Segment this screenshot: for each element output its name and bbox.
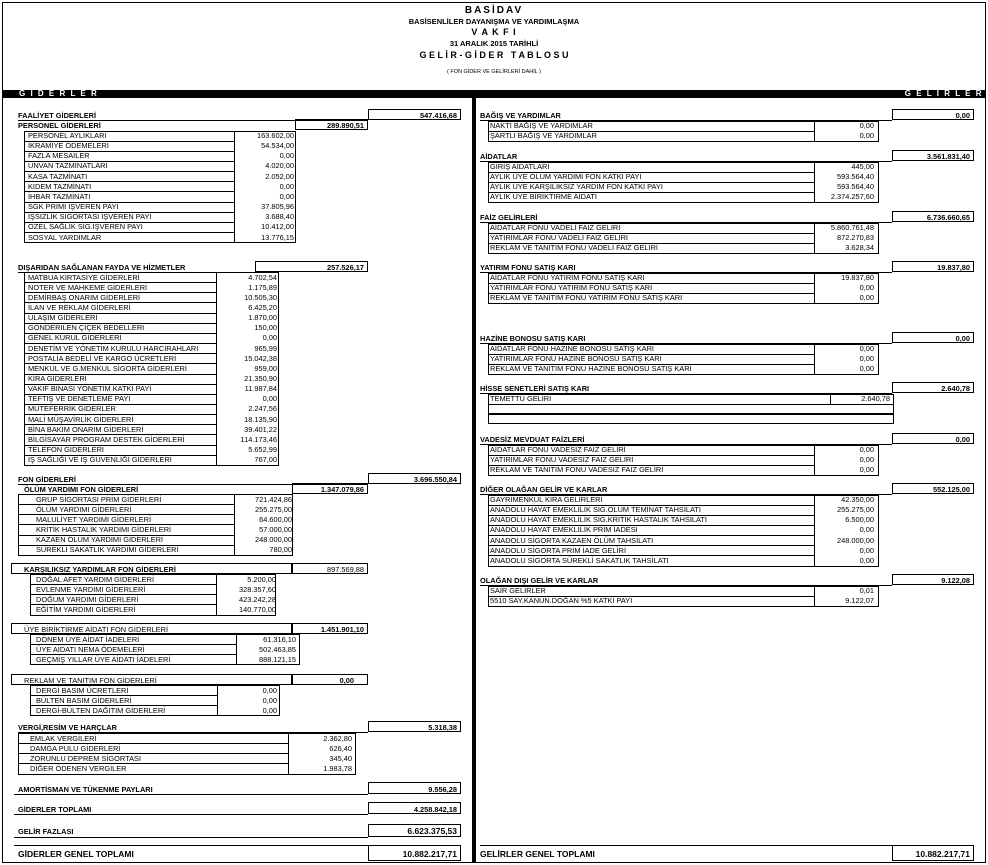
row-line [24,353,216,354]
item-value: 2.247,56 [248,404,277,414]
income-section-label: HAZİNE BONOSU SATIŞ KARI [480,333,586,343]
item-label: ŞARTLI BAĞIŞ VE YARDIMLAR [490,131,597,141]
row-line [24,191,234,192]
item-value: 0,00 [859,555,874,565]
row-line [30,695,217,696]
value-column-separator [288,733,289,775]
item-value: 248.000,00 [837,535,874,545]
row-line [24,374,216,375]
item-value: 15.042,38 [244,353,277,363]
item-value: 328.357,60 [239,584,276,594]
item-value: 0,00 [262,705,277,715]
fon-label: FON GİDERLERİ [18,474,76,484]
item-label: DENETİM VE YÖNETİM KURULU HARCIRAHLARI [28,343,199,353]
item-value: 255.275,00 [255,504,292,514]
item-label: AİDATLAR FONU VADESİZ FAİZ GELİRİ [490,445,626,454]
item-value: 0,01 [859,586,874,595]
item-label: REKLAM VE TANITIM FONU HAZİNE BONOSU SATIŞ KARI [490,364,692,374]
row-line [24,302,216,303]
item-label: GÖNDERİLEN ÇİÇEK BEDELLERİ [28,323,145,333]
item-value: 140.770,00 [239,604,276,614]
item-value: 2.362,80 [323,733,352,743]
income-total: 3.561.831,40 [926,151,970,161]
value-column-separator [814,162,815,204]
row-line [488,515,814,516]
item-value: 872.270,83 [837,233,874,243]
org-subtitle: BASİSENLİLER DAYANIŞMA VE YARDIMLAŞMA [408,17,580,26]
value-column-separator [234,131,235,244]
income-section-label: OLAĞAN DIŞI GELİR VE KARLAR [480,575,599,585]
report-title: G E L İ R - G İ D E R T A B L O S U [419,50,569,60]
row-line [488,233,814,234]
item-label: ULAŞIM GİDERLERİ [28,313,98,323]
row-line [30,644,236,645]
value-column-separator [217,685,218,716]
item-value: 57.000,00 [259,524,292,534]
item-label: DERGİ-BÜLTEN DAĞITIM GİDERLERİ [36,705,166,715]
income-section-label: YATIRIM FONU SATIŞ KARI [480,262,576,272]
item-value: 2.052,00 [265,171,294,181]
item-label: ZORUNLU DEPREM SİGORTASI [30,753,142,763]
gider-genel-rule [14,845,368,846]
row-line [488,455,814,456]
item-label: İKRAMİYE ÖDEMELERİ [28,141,109,151]
item-label: ANADOLU SİGORTA PRİM İADE GELİRİ [490,545,627,555]
item-label: ANADOLU HAYAT EMEKLİLİK PRİM İADESİ [490,525,638,535]
gider-toplam-value: 4.258.842,18 [413,804,457,814]
row-line [24,445,216,446]
faaliyet-label: FAALİYET GİDERLERİ [18,110,97,120]
birikim-label: ÜYE BİRİKTİRME AİDATI FON GİDERLERİ [24,624,169,634]
item-label: GRUP SİGORTASI PRİM GİDERLERİ [36,494,162,504]
item-value: 54.534,00 [261,141,294,151]
item-label: KRİTİK HASTALIK YARDIMI GİDERLERİ [36,524,172,534]
reklam-total: 0,00 [339,675,354,685]
value-column-separator [814,495,815,567]
item-label: EMLAK VERGİLERİ [30,733,97,743]
item-value: 4.020,00 [265,161,294,171]
item-label: YATIRIMLAR FONU HAZİNE BONOSU SATIŞ KARI [490,354,662,364]
item-value: 64.600,00 [259,514,292,524]
item-label: GENEL KURUL GİDERLERİ [28,333,122,343]
item-value: 42.350,00 [841,495,874,504]
row-line [24,313,216,314]
item-value: 0,00 [859,545,874,555]
item-value: 39.401,22 [244,424,277,434]
item-value: 0,00 [279,191,294,201]
item-label: KAZAEN ÖLÜM YARDIMI GİDERLERİ [36,535,164,545]
item-value: 780,00 [269,545,292,555]
row-line [488,535,814,536]
gelir-fazlasi-label: GELİR FAZLASI [18,827,74,836]
karsiliksiz-total: 897.569,88 [327,564,364,574]
item-label: DEMİRBAŞ ONARIM GİDERLERİ [28,292,141,302]
gelir-fazlasi-value: 6.623.375,53 [407,825,457,836]
item-label: REKLAM VE TANITIM FONU YATIRIM FONU SATIŞ KARI [490,293,683,303]
item-value: 0,00 [859,455,874,465]
row-line [24,222,234,223]
gelir-genel-value: 10.882.217,71 [915,848,970,859]
item-value: 1.870,00 [248,313,277,323]
item-value: 0,00 [859,344,874,353]
item-label: BİLGİSAYAR PROGRAM DESTEK GİDERLERİ [28,434,185,444]
item-value: 0,00 [262,695,277,705]
item-value: 5.860.761,48 [830,223,874,232]
item-label: TEMETTÜ GELİRİ [490,394,552,403]
item-value: 37.805,96 [261,202,294,212]
row-line [18,535,234,536]
empty-row-border [488,404,894,414]
item-label: YATIRIMLAR FONU VADESİZ FAİZ GELİRİ [490,455,634,465]
row-line [24,455,216,456]
value-column-separator [814,586,815,607]
item-value: 13.776,15 [261,232,294,242]
item-label: BİNA BAKIM ONARIM GİDERLERİ [28,424,144,434]
value-column-separator [814,344,815,375]
item-value: 1.175,89 [248,282,277,292]
item-value: 21.350,90 [244,374,277,383]
item-value: 61.316,10 [263,634,296,644]
row-line [18,743,288,744]
reklam-label: REKLAM VE TANITIM FON GİDERLERİ [24,675,157,685]
item-value: 0,00 [859,364,874,374]
income-total: 0,00 [955,333,970,343]
income-total: 0,00 [955,434,970,444]
row-line [30,604,216,605]
item-label: GAYRİMENKUL KİRA GELİRLERİ [490,495,603,504]
item-value: 626,40 [329,743,352,753]
olum-label: ÖLÜM YARDIMI FON GİDERLERİ [24,484,139,494]
item-label: DİĞER ÖDENEN VERGİLER [30,763,127,773]
item-value: 5.652,99 [248,445,277,455]
item-value: 6.425,20 [248,302,277,312]
org-vakfi: V A K F I [471,27,517,37]
item-value: 959,00 [254,363,277,373]
item-value: 0,00 [279,181,294,191]
item-label: NAKTİ BAĞIŞ VE YARDIMLAR [490,121,593,130]
row-line [24,141,234,142]
olum-total: 1.347.079,86 [320,484,364,494]
item-label: FAZLA MESAİLER [28,151,90,161]
item-value: 0,00 [859,131,874,141]
row-line [24,333,216,334]
item-value: 0,00 [859,283,874,293]
value-column-separator [236,634,237,665]
item-label: SOSYAL YARDIMLAR [28,232,102,242]
row-line [488,192,814,193]
row-line [488,505,814,506]
row-line [488,525,814,526]
income-section-label: HİSSE SENETLERİ SATIŞ KARI [480,383,590,393]
item-value: 2.640,78 [861,394,890,403]
disaridan-total: 257.526,17 [327,262,364,272]
row-line [24,202,234,203]
karsiliksiz-label: KARŞILIKSIZ YARDIMLAR FON GİDERLERİ [24,564,176,574]
row-line [24,161,234,162]
income-section-label: DİĞER OLAĞAN GELİR VE KARLAR [480,484,608,494]
row-line [24,292,216,293]
report-note: ( FON GİDER VE GELİRLERİ DAHİL ) [447,69,541,75]
gider-toplam-rule [14,814,368,815]
row-line [18,514,234,515]
item-label: DERGİ BASIM ÜCRETLERİ [36,685,129,695]
row-line [30,705,217,706]
row-line [24,424,216,425]
item-label: TELEFON GİDERLERİ [28,445,104,455]
item-value: 0,00 [859,445,874,454]
item-label: İŞSİZLİK SİGORTASI İŞVEREN PAYI [28,212,152,222]
item-label: AİDATLAR FONU HAZİNE BONOSU SATIŞ KARI [490,344,654,353]
item-label: ANADOLU HAYAT EMEKLİLİK SİG.KRİTİK HASTALIK TAHSİLATI [490,515,707,525]
row-line [488,182,814,183]
row-line [24,171,234,172]
income-total: 2.640,78 [941,383,970,393]
income-total: 6.736.660,65 [926,212,970,222]
org-name: BASİDAV [464,5,524,16]
row-line [24,323,216,324]
row-line [488,555,814,556]
row-line [24,363,216,364]
item-label: EVLENME YARDIMI GİDERLERİ [36,584,146,594]
item-label: MALULİYET YARDIMI GİDERLERİ [36,514,151,524]
item-value: 0,00 [859,525,874,535]
gelir-genel-rule [480,845,892,846]
item-label: ÜYE AİDATI NEMA ÖDEMELERİ [36,644,145,654]
row-line [488,283,814,284]
row-line [488,131,814,132]
item-value: 965,99 [254,343,277,353]
item-value: 5.200,00 [247,574,276,584]
value-column-separator [216,272,217,466]
amortisman-value: 9.556,28 [428,784,457,794]
item-label: AYLIK ÜYE BİRİKTİRME AİDATI [490,192,597,202]
income-section-label: VADESİZ MEVDUAT FAİZLERİ [480,434,585,444]
item-value: 9.122,07 [845,596,874,606]
gelir-genel-label: GELİRLER GENEL TOPLAMI [480,848,595,859]
income-total: 552.125,00 [933,484,970,494]
column-divider [472,98,476,863]
row-line [488,172,814,173]
value-column-separator [234,494,235,556]
vergi-label: VERGİ,RESİM VE HARÇLAR [18,722,117,732]
row-line [24,282,216,283]
row-line [18,763,288,764]
item-label: YATIRIMLAR FONU VADELİ FAİZ GELİRİ [490,233,628,243]
row-line [30,584,216,585]
item-value: 19.837,80 [841,273,874,282]
item-value: 721.424,86 [255,494,292,504]
item-label: DÖNEM ÜYE AİDAT İADELERİ [36,634,140,644]
item-label: MATBUA KIRTASİYE GİDERLERİ [28,272,140,282]
gelir-fazlasi-rule [14,837,368,838]
income-total: 0,00 [955,110,970,120]
item-value: 0,00 [279,151,294,161]
row-line [18,753,288,754]
item-label: TEFTİŞ VE DENETLEME PAYI [28,394,131,404]
value-column-separator [216,574,217,616]
item-label: MALİ MÜŞAVİRLİK GİDERLERİ [28,414,134,424]
row-line [18,504,234,505]
amortisman-rule [14,794,368,795]
gider-toplam-label: GİDERLER TOPLAMI [18,804,92,814]
item-value: 6.500,00 [845,515,874,525]
row-line [24,404,216,405]
item-label: NOTER VE MAHKEME GİDERLERİ [28,282,148,292]
item-value: 767,00 [254,455,277,465]
vergi-total: 5.318,38 [428,722,457,732]
row-line [18,545,234,546]
value-column-separator [814,121,815,142]
item-label: KIDEM TAZMİNATI [28,181,92,191]
row-line [24,394,216,395]
income-section-label: BAĞIŞ VE YARDIMLAR [480,110,561,120]
income-total: 9.122,08 [941,575,970,585]
item-value: 0,00 [262,394,277,404]
item-label: SGK PRİMİ İŞVEREN PAYI [28,202,119,212]
item-value: 11.987,84 [244,384,277,394]
value-column-separator [814,223,815,254]
item-label: UNVAN TAZMİNATLARI [28,161,108,171]
row-line [24,434,216,435]
item-label: KİRA GİDERLERİ [28,374,87,383]
item-value: 0,00 [859,121,874,130]
item-value: 248.000,00 [255,535,292,545]
row-line [18,524,234,525]
row-line [488,596,814,597]
row-line [488,293,814,294]
item-value: 0,00 [859,354,874,364]
row-line [488,545,814,546]
item-value: 2.374.257,60 [830,192,874,202]
item-value: 163.602,00 [257,131,294,140]
empty-row-border [488,414,894,424]
item-label: BÜLTEN BASIM GİDERLERİ [36,695,132,705]
item-value: 593.564,40 [837,182,874,192]
item-value: 0,00 [262,333,277,343]
gider-genel-label: GİDERLER GENEL TOPLAMI [18,848,134,859]
row-line [488,243,814,244]
row-line [488,354,814,355]
item-value: 10.505,30 [244,292,277,302]
item-label: ANADOLU SİGORTA SÜREKLİ SAKATLIK TAHSİLATI [490,555,669,565]
disaridan-label: DIŞARIDAN SAĞLANAN FAYDA VE HİZMETLER [18,262,186,272]
gider-genel-value: 10.882.217,71 [402,848,457,859]
item-label: ÖZEL SAĞLIK SİG.İŞVEREN PAYI [28,222,143,232]
item-label: REKLAM VE TANITIM FONU VADESİZ FAİZ GELİRİ [490,465,664,475]
income-total: 19.837,80 [937,262,970,272]
amortisman-label: AMORTİSMAN VE TÜKENME PAYLARI [18,784,153,794]
item-value: 0,00 [859,465,874,475]
item-label: MÜTEFERRİK GİDERLER [28,404,116,414]
item-label: İHBAR TAZMİNATI [28,191,91,201]
item-label: REKLAM VE TANITIM FONU VADELİ FAİZ GELİRİ [490,243,658,253]
item-label: AYLIK ÜYE ÖLÜM YARDIMI FON KATKI PAYI [490,172,642,182]
item-value: 1.983,78 [323,763,352,773]
item-label: 5510 SAY.KANUN.DOĞAN %5 KATKI PAYI [490,596,633,606]
item-label: AİDATLAR FONU YATIRIM FONU SATIŞ KARI [490,273,645,282]
item-value: 888.121,15 [259,654,296,664]
item-label: AYLIK ÜYE KARŞILIKSIZ YARDIM FON KATKI PAYI [490,182,663,192]
row-line [488,364,814,365]
giderler-label: G İ D E R L E R [19,89,99,98]
value-column-separator [814,445,815,476]
item-value: 18.135,90 [244,414,277,424]
row-line [24,151,234,152]
section-header-bar [3,90,985,98]
item-label: GEÇMİŞ YILLAR ÜYE AİDATI İADELERİ [36,654,171,664]
item-label: KASA TAZMİNATI [28,171,88,181]
fon-total: 3.696.550,84 [413,474,457,484]
item-value: 593.564,40 [837,172,874,182]
row-line [24,414,216,415]
faaliyet-total: 547.416,68 [420,110,457,120]
value-column-separator [830,394,831,405]
item-label: ÖLÜM YARDIMI GİDERLERİ [36,504,132,514]
birikim-total: 1.451.901,10 [320,624,364,634]
item-value: 345,40 [329,753,352,763]
item-label: AİDATLAR FONU VADELİ FAİZ GELİRİ [490,223,621,232]
report-date: 31 ARALIK 2015 TARİHLİ [449,39,539,48]
item-value: 423.242,28 [239,594,276,604]
personel-label: PERSONEL GİDERLERİ [18,120,101,130]
item-label: VAKIF BİNASI YÖNETİM KATKI PAYI [28,384,152,394]
personel-total: 289.890,51 [327,120,364,130]
item-label: POSTALİA BEDELİ VE KARGO ÜCRETLERİ [28,353,177,363]
item-value: 3.628,34 [845,243,874,253]
gelirler-label: G E L İ R L E R [904,89,983,98]
item-label: DOĞUM YARDIMI GİDERLERİ [36,594,139,604]
item-label: SAİR GELİRLER [490,586,546,595]
item-value: 4.702,54 [248,272,277,282]
item-label: SÜREKLİ SAKATLIK YARDIMI GİDERLERİ [36,545,179,555]
row-line [30,594,216,595]
row-line [24,384,216,385]
item-label: İLAN VE REKLAM GİDERLERİ [28,302,131,312]
item-label: YATIRIMLAR FONU YATIRIM FONU SATIŞ KARI [490,283,653,293]
row-line [24,212,234,213]
row-line [30,654,236,655]
row-line [24,343,216,344]
item-value: 0,00 [859,293,874,303]
value-column-separator [814,273,815,304]
item-label: ANADOLU SİGORTA KAZAEN ÖLÜM TAHSİLATI [490,535,654,545]
item-label: EĞİTİM YARDIMI GİDERLERİ [36,604,136,614]
item-value: 114.173,46 [240,434,277,444]
item-label: PERSONEL AYLIKLARI [28,131,107,140]
row-line [488,465,814,466]
item-value: 445,00 [851,162,874,171]
row-line [24,181,234,182]
item-label: MENKUL VE G.MENKUL SİGORTA GİDERLERİ [28,363,187,373]
item-label: DAMGA PULU GİDERLERİ [30,743,121,753]
item-value: 10.412,00 [261,222,294,232]
income-section-label: FAİZ GELİRLERİ [480,212,538,222]
item-label: ANADOLU HAYAT EMEKLİLİK SİG.ÖLÜM TEMİNAT TAHSİLATI [490,505,701,515]
item-value: 0,00 [262,685,277,695]
item-value: 255.275,00 [837,505,874,515]
item-label: GİRİŞ AİDATLARI [490,162,550,171]
item-label: İŞ SAĞLIĞI VE İŞ GÜVENLİĞİ GİDERLERİ [28,455,172,465]
item-label: DOĞAL AFET YARDIM GİDERLERİ [36,574,155,584]
income-section-label: AİDATLAR [480,151,518,161]
row-line [24,232,234,233]
item-value: 3.688,40 [265,212,294,222]
item-value: 150,00 [254,323,277,333]
item-value: 502.463,85 [259,644,296,654]
